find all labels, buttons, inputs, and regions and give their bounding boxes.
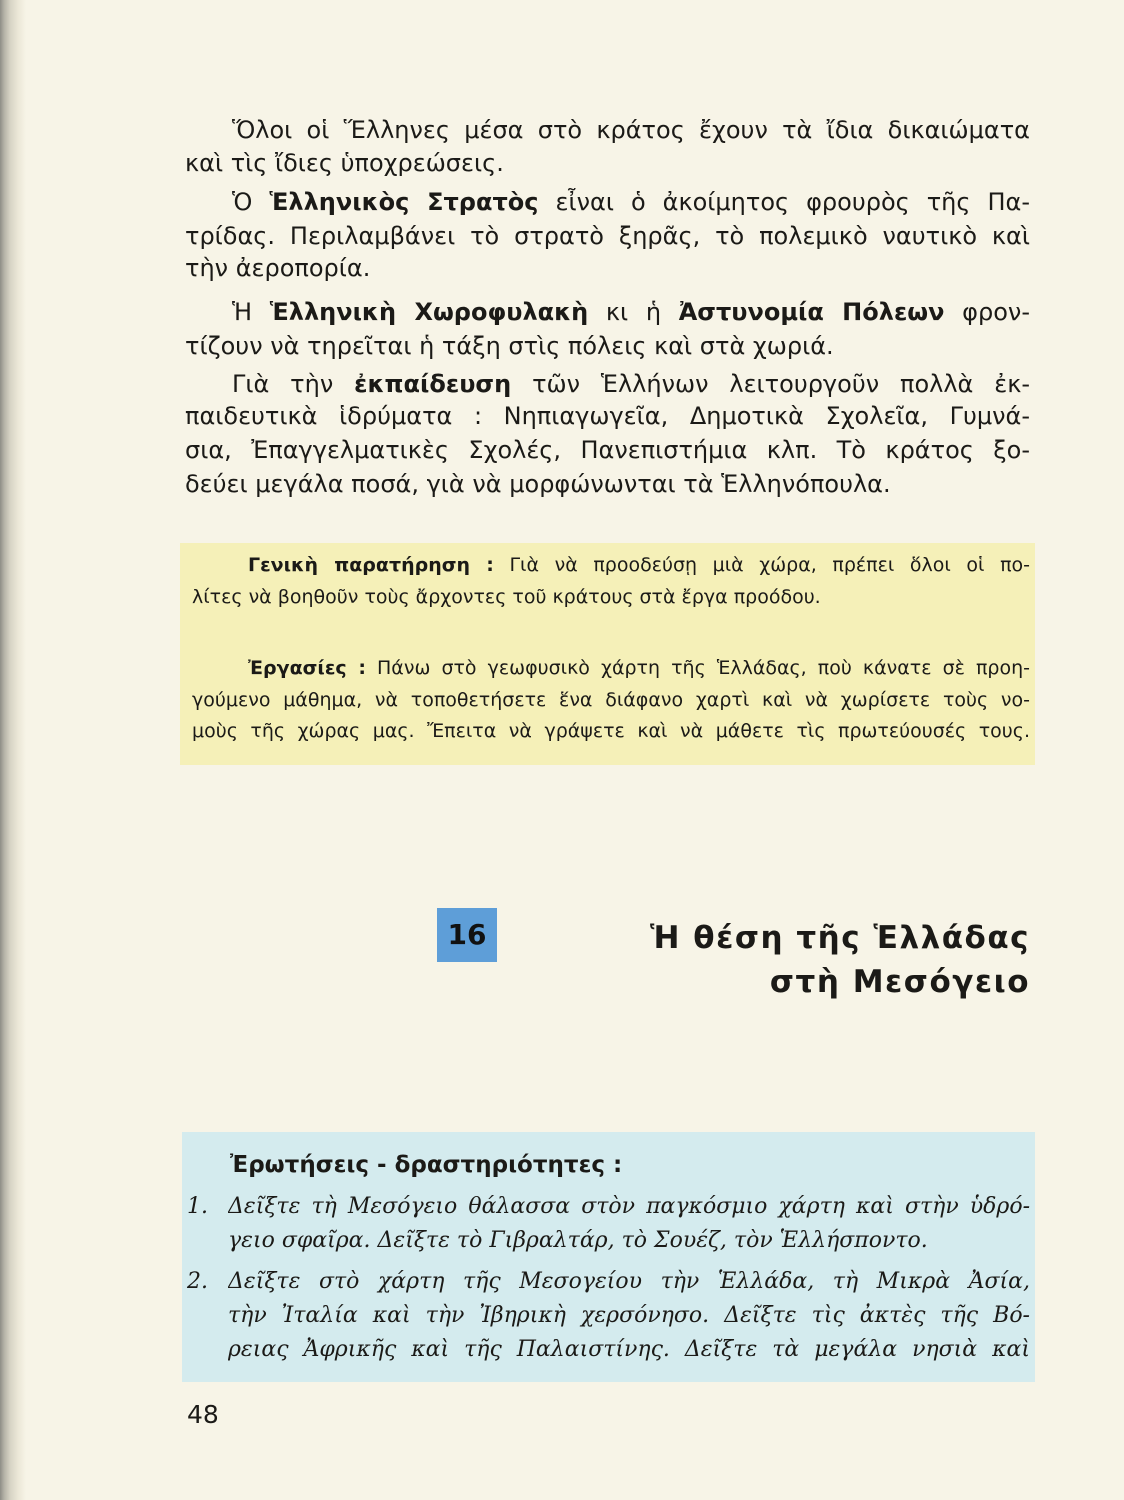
text-line: τρίδας. Περιλαμβάνει τὸ στρατὸ ξηρᾶς, τὸ πολεμικὸ ναυτικὸ καὶ xyxy=(185,222,1030,250)
text-line: καὶ τὶς ἴδιες ὑποχρεώσεις. xyxy=(185,149,504,177)
chapter-title-line-2: στὴ Μεσόγειο xyxy=(769,964,1030,1000)
text-line xyxy=(232,367,1030,401)
general-note-label: Γενικὴ παρατήρηση : xyxy=(248,554,494,576)
text-segment: Γιὰ νὰ προοδεύσῃ μιὰ χώρα, πρέπει ὅλοι οἱ πο- xyxy=(493,554,1030,576)
general-note-line: λίτες νὰ βοηθοῦν τοὺς ἄρχοντες τοῦ κράτους στὰ ἔργα προόδου. xyxy=(192,586,821,608)
text-segment: Γιὰ τὴν xyxy=(232,370,355,398)
text-line xyxy=(232,295,1030,329)
general-note-line xyxy=(248,550,1030,580)
text-segment: Ἡ xyxy=(232,298,270,326)
text-line: δεύει μεγάλα ποσά, γιὰ νὰ μορφώνωνται τὰ Ἑλληνόπουλα. xyxy=(185,470,891,498)
assignments-label: Ἐργασίες : xyxy=(248,657,366,679)
question-line: Δεῖξτε τὴ Μεσόγειο θάλασσα στὸν παγκόσμιο χάρτη καὶ στὴν ὑδρό- xyxy=(228,1194,1030,1219)
text-segment: εἶναι ὁ ἀκοίμητος φρουρὸς τῆς Πα- xyxy=(538,188,1030,216)
bold-term: Ἑλληνικὸς Στρατὸς xyxy=(269,188,539,216)
text-segment: Ὁ xyxy=(232,188,270,216)
text-line xyxy=(232,185,1030,219)
binding-shadow xyxy=(0,0,26,1500)
text-segment: τῶν Ἑλλήνων λειτουργοῦν πολλὰ ἐκ- xyxy=(511,370,1030,398)
bold-term: ἐκπαίδευση xyxy=(354,370,512,398)
text-line: τίζουν νὰ τηρεῖται ἡ τάξη στὶς πόλεις καὶ στὰ χωριά. xyxy=(185,332,834,360)
assignments-line: γούμενο μάθημα, νὰ τοποθετήσετε ἕνα διάφανο χαρτὶ καὶ νὰ χωρίσετε τοὺς νο- xyxy=(192,689,1030,711)
text-line: σια, Ἐπαγγελματικὲς Σχολές, Πανεπιστήμια κλπ. Τὸ κράτος ξο- xyxy=(185,436,1030,464)
text-line: παιδευτικὰ ἱδρύματα : Νηπιαγωγεῖα, Δημοτικὰ Σχολεῖα, Γυμνά- xyxy=(185,402,1030,430)
text-segment: Πάνω στὸ γεωφυσικὸ χάρτη τῆς Ἑλλάδας, ποὺ κάνατε σὲ προη- xyxy=(365,657,1030,679)
bold-term: Ἀστυνομία Πόλεων xyxy=(678,298,945,326)
question-line: ρειας Ἀφρικῆς καὶ τῆς Παλαιστίνης. Δεῖξτε τὰ μεγάλα νησιὰ καὶ xyxy=(228,1337,1030,1362)
chapter-title-line-1: Ἡ θέση τῆς Ἑλλάδας xyxy=(650,920,1030,956)
questions-heading: Ἐρωτήσεις - δραστηριότητες : xyxy=(230,1152,623,1178)
assignments-line xyxy=(248,653,1030,683)
question-number: 1. xyxy=(187,1194,208,1219)
question-line: Δεῖξτε στὸ χάρτη τῆς Μεσογείου τὴν Ἑλλάδα, τὴ Μικρὰ Ἀσία, xyxy=(228,1269,1030,1294)
question-line: γειο σφαῖρα. Δεῖξτε τὸ Γιβραλτάρ, τὸ Σουέζ, τὸν Ἑλλήσποντο. xyxy=(228,1228,928,1253)
bold-term: Ἑλληνικὴ Χωροφυλακὴ xyxy=(269,298,589,326)
assignments-line: μοὺς τῆς χώρας μας. Ἔπειτα νὰ γράψετε καὶ νὰ μάθετε τὶς πρωτεύουσές τους. xyxy=(192,720,1030,742)
chapter-number-badge: 16 xyxy=(437,908,497,962)
text-line: Ὅλοι οἱ Ἕλληνες μέσα στὸ κράτος ἔχουν τὰ ἴδια δικαιώματα xyxy=(232,116,1030,144)
question-line: τὴν Ἰταλία καὶ τὴν Ἰβηρικὴ χερσόνησο. Δεῖξτε τὶς ἀκτὲς τῆς Βό- xyxy=(228,1303,1030,1328)
text-line: τὴν ἀεροπορία. xyxy=(185,254,371,282)
text-segment: κι ἡ xyxy=(588,298,679,326)
page-number: 48 xyxy=(187,1400,219,1429)
text-segment: φρον- xyxy=(944,298,1030,326)
question-number: 2. xyxy=(187,1269,208,1294)
